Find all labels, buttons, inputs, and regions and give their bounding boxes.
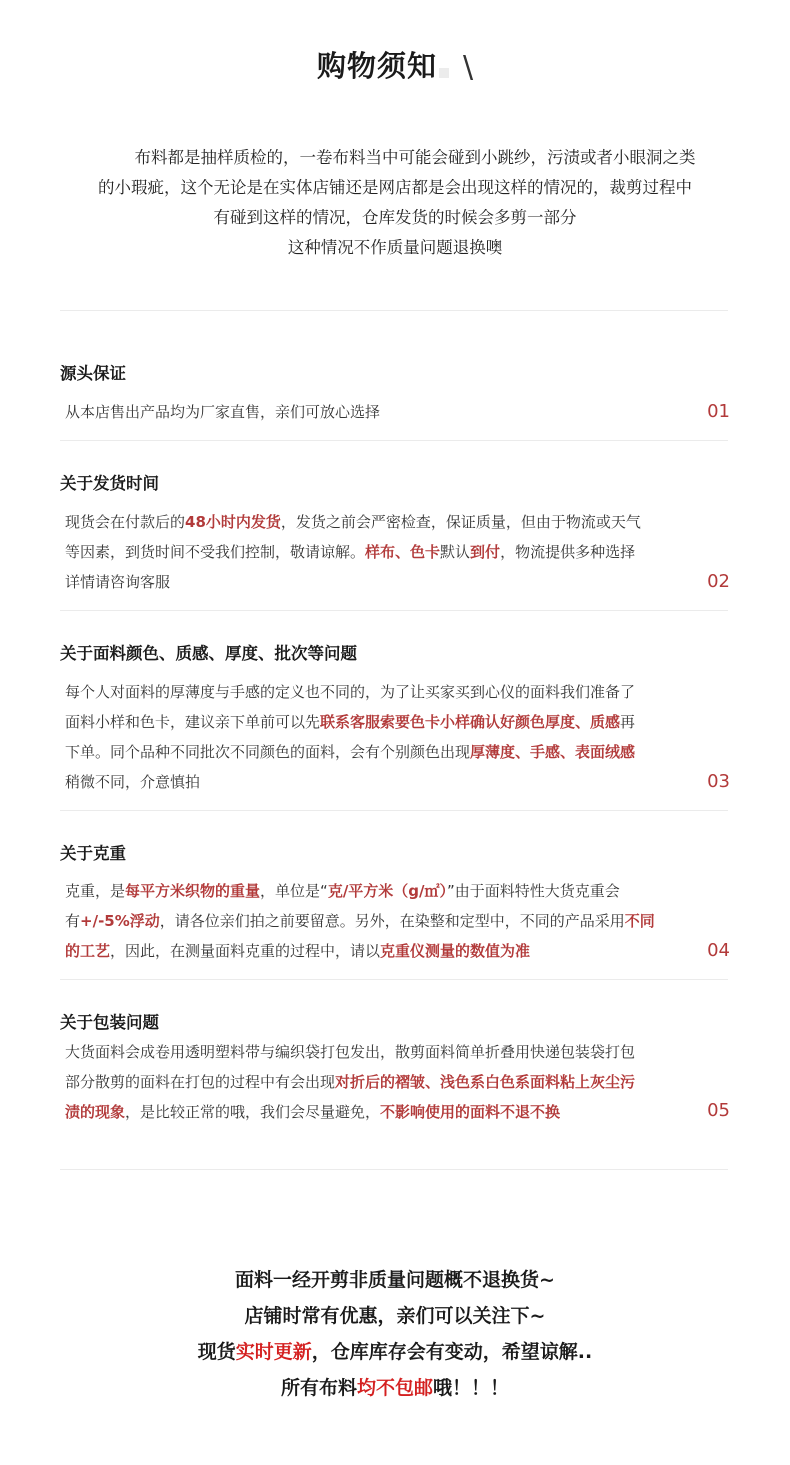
title-decoration [439,68,449,78]
section-text: 有 [65,912,81,930]
section-text: 详情请咨询客服 [65,573,171,591]
section-title: 关于包装问题 [60,1013,159,1032]
section-number: 02 [707,571,730,592]
closing-line: 店铺时常有优惠，亲们可以关注下~ [244,1305,546,1327]
intro-line: 的小瑕疵，这个无论是在实体店铺还是网店都是会出现这样的情况的，裁剪过程中 [98,178,692,197]
section-text: ，请各位亲们拍之前要留意。另外，在染整和定型中，不同的产品采用 [159,912,625,930]
divider [60,1169,728,1170]
closing-line [0,1370,790,1406]
highlight-text: 不影响使用的面料不退不换 [380,1103,561,1121]
section-text: 等因素，到货时间不受我们控制，敬请谅解。 [65,543,366,561]
section-text: ”由于面料特性大货克重会 [447,882,620,900]
divider [60,610,728,611]
section-number: 03 [707,771,730,792]
page-title: 购物须知 [316,49,437,83]
highlight-text: 克重仪测量的数值为准 [380,942,531,960]
highlight-text: 样布、色卡 [365,543,441,561]
section-text: 大货面料会成卷用透明塑料带与编织袋打包发出，散剪面料简单折叠用快递包装袋打包 [65,1043,636,1061]
section-text: 现货会在付款后的 [65,513,186,531]
closing-text: ，仓库库存会有变动，希望谅解.. [311,1341,593,1363]
section-text: ，物流提供多种选择 [500,543,636,561]
section-text: 再 [620,713,636,731]
section-body [65,677,677,797]
section-body [65,1037,677,1127]
highlight-text: 不同 [624,912,655,930]
intro-line: 布料都是抽样质检的，一卷布料当中可能会碰到小跳纱，污渍或者小眼洞之类 [134,148,696,167]
closing-notes [0,1262,790,1406]
section-text: ，是比较正常的哦，我们会尽量避免， [125,1103,381,1121]
highlight-text: 每平方米织物的重量 [125,882,261,900]
divider [60,310,728,311]
divider [60,979,728,980]
section-text: 克重，是 [65,882,126,900]
divider [60,440,728,441]
closing-text: 现货 [197,1341,236,1363]
section-title: 关于面料颜色、质感、厚度、批次等问题 [60,644,357,663]
section-text: 每个人对面料的厚薄度与手感的定义也不同的，为了让买家买到心仪的面料我们准备了 [65,683,636,701]
section-title: 关于发货时间 [60,474,159,493]
closing-highlight: 实时更新 [235,1341,312,1363]
section-text: 默认 [440,543,471,561]
highlight-text: 厚薄度、手感、表面绒感 [470,743,636,761]
section-body [65,397,677,427]
section-body [65,876,677,966]
section-text: 部分散剪的面料在打包的过程中有会出现 [65,1073,336,1091]
section-text: 从本店售出产品均为厂家直售，亲们可放心选择 [65,403,381,421]
section-title: 关于克重 [60,844,126,863]
divider [60,810,728,811]
highlight-text: 到付 [470,543,501,561]
intro-paragraph [60,143,730,263]
title-slash-mark: \ [462,50,474,85]
highlight-text: 的工艺 [65,942,111,960]
section-number: 05 [707,1100,730,1121]
closing-text: 所有布料 [280,1377,357,1399]
section-text: ，单位是“ [260,882,328,900]
closing-line: 面料一经开剪非质量问题概不退换货~ [235,1269,555,1291]
section-number: 01 [707,401,730,422]
highlight-text: 对折后的褶皱、浅色系白色系面料粘上灰尘污 [335,1073,636,1091]
highlight-text: 联系客服索要色卡小样确认好颜色厚度、质感 [320,713,621,731]
section-text: ，发货之前会严密检查，保证质量，但由于物流或天气 [280,513,641,531]
section-text: ，因此，在测量面料克重的过程中，请以 [110,942,381,960]
highlight-text: +/-5%浮动 [80,912,160,930]
section-body [65,507,677,597]
highlight-text: 克/平方米（g/㎡） [327,882,448,900]
highlight-text: 48小时内发货 [185,513,281,531]
section-text: 面料小样和色卡，建议亲下单前可以先 [65,713,321,731]
section-title: 源头保证 [60,364,126,383]
closing-line [0,1334,790,1370]
highlight-text: 渍的现象 [65,1103,126,1121]
intro-line: 这种情况不作质量问题退换噢 [287,238,503,257]
title-area [0,44,790,85]
section-text: 稍微不同，介意慎拍 [65,773,201,791]
closing-highlight: 均不包邮 [356,1377,433,1399]
closing-text: 哦！！！ [433,1377,510,1399]
section-text: 下单。同个品种不同批次不同颜色的面料，会有个别颜色出现 [65,743,471,761]
intro-line: 有碰到这样的情况，仓库发货的时候会多剪一部分 [213,208,577,227]
section-number: 04 [707,940,730,961]
